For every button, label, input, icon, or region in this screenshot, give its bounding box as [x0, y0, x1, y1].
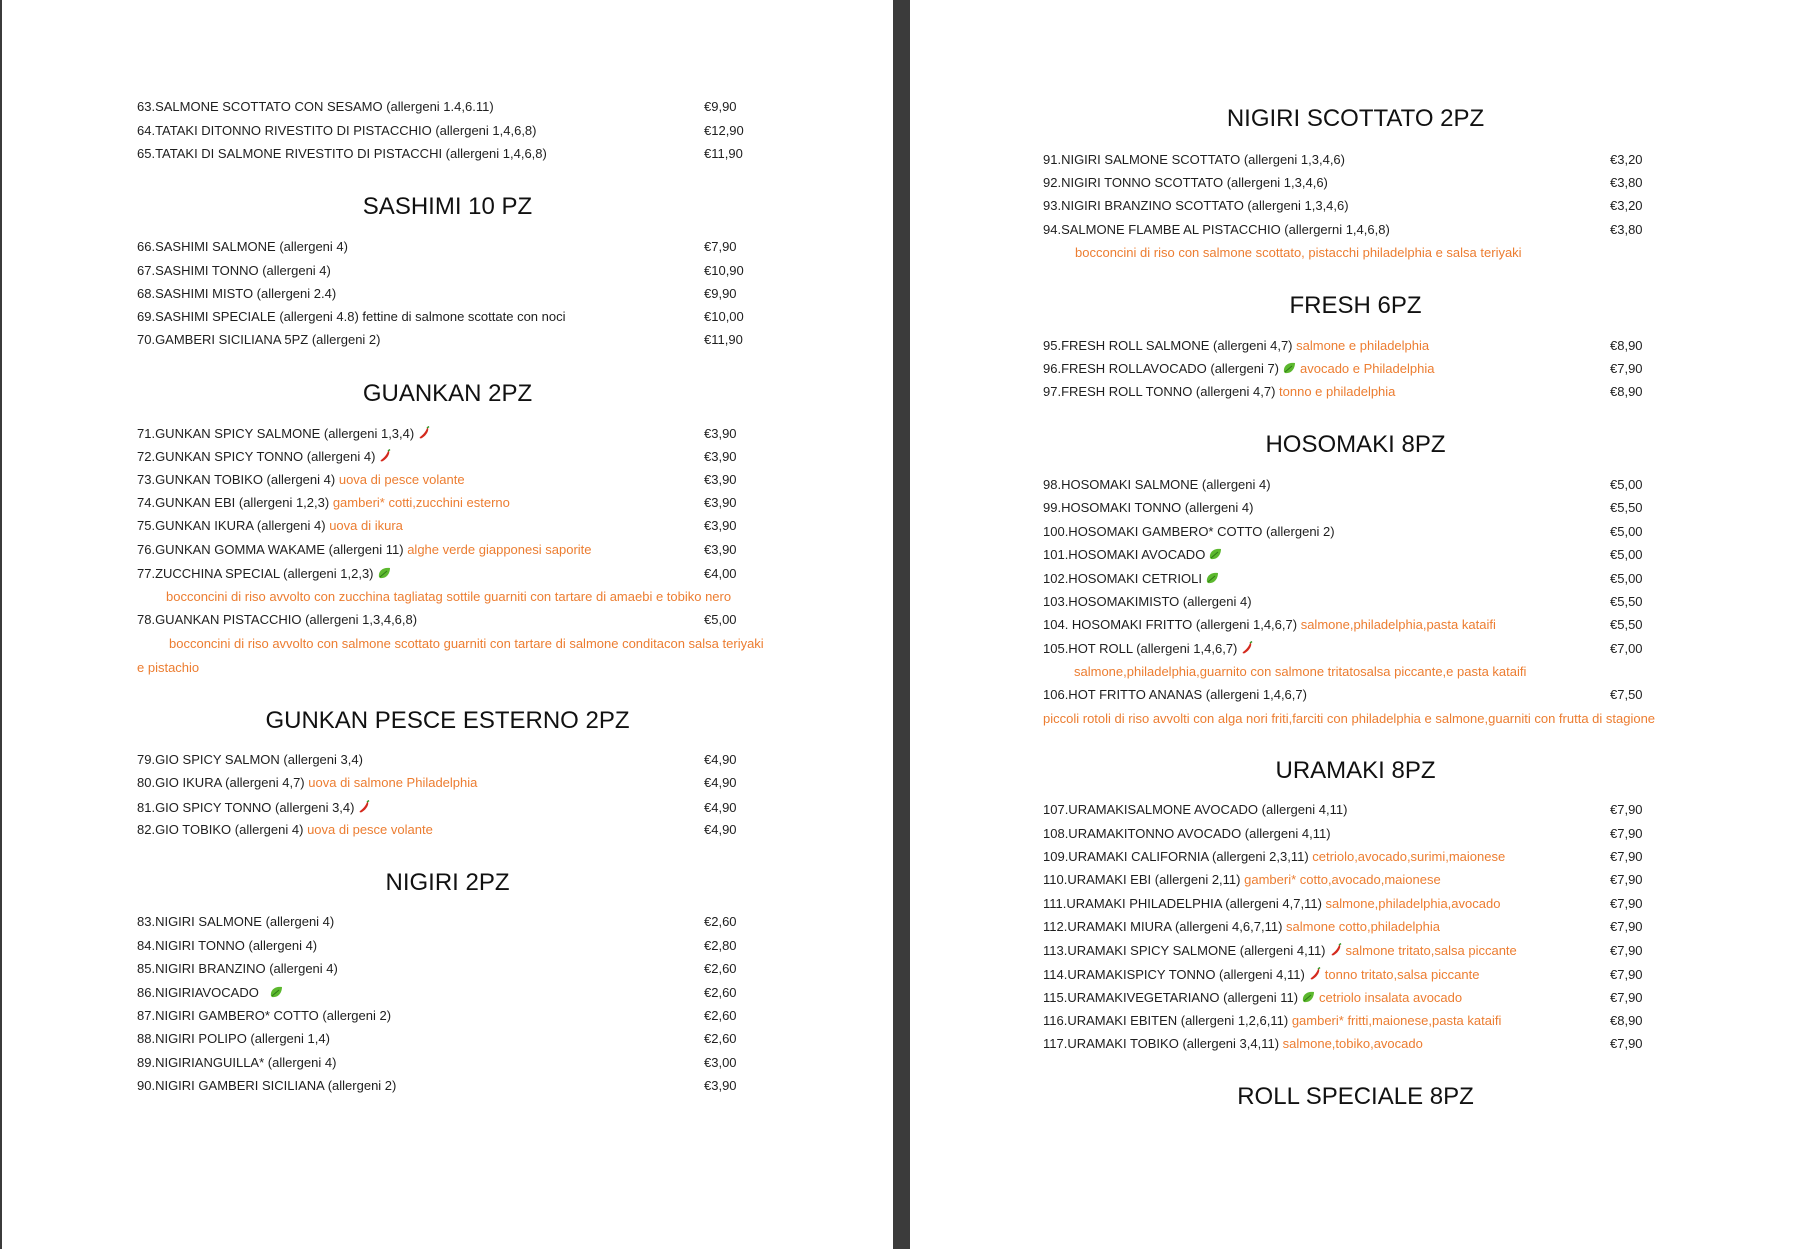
- section-title-nigiri-scottato: NIGIRI SCOTTATO 2PZ: [1226, 105, 1485, 132]
- item-price: €3,90: [704, 518, 737, 533]
- item-description: uova di salmone Philadelphia: [308, 775, 478, 790]
- menu-item: [1043, 871, 1441, 889]
- item-name: 95.FRESH ROLL SALMONE (allergeni 4,7): [1043, 338, 1293, 353]
- leaf-icon: [1301, 990, 1316, 1009]
- item-name: 65.TATAKI DI SALMONE RIVESTITO DI PISTACCHI (allergeni 1,4,6,8): [137, 146, 547, 161]
- item-price: €7,90: [1610, 1036, 1643, 1051]
- menu-item: [137, 308, 566, 326]
- item-name: 86.NIGIRIAVOCADO: [137, 985, 259, 1000]
- item-price: €2,80: [704, 938, 737, 953]
- item-description: gamberi* cotto,avocado,maionese: [1244, 872, 1441, 887]
- item-name: 82.GIO TOBIKO (allergeni 4): [137, 822, 304, 837]
- chili-icon: [378, 449, 392, 468]
- menu-page-right: [910, 0, 1801, 1249]
- menu-item: [137, 1054, 336, 1072]
- item-price: €10,00: [704, 309, 744, 324]
- item-price: €3,90: [704, 449, 737, 464]
- item-name: 94.SALMONE FLAMBE AL PISTACCHIO (allergerni 1,4,6,8): [1043, 222, 1390, 237]
- item-price: €7,50: [1610, 687, 1643, 702]
- menu-item: [1043, 546, 1226, 566]
- menu-item: [137, 331, 380, 349]
- menu-item: [1043, 1012, 1501, 1030]
- section-title-hosomaki: HOSOMAKI 8PZ: [1265, 431, 1446, 458]
- item-price: €4,90: [704, 800, 737, 815]
- item-description: cetriolo,avocado,surimi,maionese: [1312, 849, 1506, 864]
- item-name: 116.URAMAKI EBITEN (allergeni 1,2,6,11): [1043, 1013, 1289, 1028]
- menu-page-left: [2, 0, 893, 1249]
- item-name: 111.URAMAKI PHILADELPHIA (allergeni 4,7,11): [1043, 896, 1322, 911]
- item-description: tonno tritato,salsa piccante: [1324, 967, 1480, 982]
- item-description: salmone cotto,philadelphia: [1286, 919, 1440, 934]
- item-price: €3,20: [1610, 198, 1643, 213]
- item-note: bocconcini di riso avvolto con salmone scottato guarniti con tartare di salmone conditacon salsa teriyaki: [169, 636, 764, 651]
- item-name: 81.GIO SPICY TONNO (allergeni 3,4): [137, 800, 355, 815]
- item-name: 76.GUNKAN GOMMA WAKAME (allergeni 11): [137, 542, 404, 557]
- item-name: 83.NIGIRI SALMONE (allergeni 4): [137, 914, 335, 929]
- menu-item: [137, 541, 592, 559]
- item-name: 74.GUNKAN EBI (allergeni 1,2,3): [137, 495, 330, 510]
- item-name: 69.SASHIMI SPECIALE (allergeni 4.8) fettine di salmone scottate con noci: [137, 309, 566, 324]
- item-price: €8,90: [1610, 384, 1643, 399]
- item-note: piccoli rotoli di riso avvolti con alga nori friti,farciti con philadelphia e salmone,guarniti con frutta di stagione: [1043, 711, 1656, 726]
- item-name: 80.GIO IKURA (allergeni 4,7): [137, 775, 305, 790]
- item-price: €10,90: [704, 263, 744, 278]
- item-price: €3,90: [704, 495, 737, 510]
- item-price: €12,90: [704, 123, 744, 138]
- chili-icon: [1240, 641, 1254, 660]
- menu-item: [1043, 499, 1253, 517]
- item-name: 102.HOSOMAKI CETRIOLI: [1043, 571, 1202, 586]
- item-name: 106.HOT FRITTO ANANAS (allergeni 1,4,6,7): [1043, 687, 1307, 702]
- item-name: 75.GUNKAN IKURA (allergeni 4): [137, 518, 326, 533]
- item-price: €3,90: [704, 1078, 737, 1093]
- item-price: €8,90: [1610, 338, 1643, 353]
- item-price: €4,90: [704, 752, 737, 767]
- item-name: 89.NIGIRIANGUILLA* (allergeni 4): [137, 1055, 337, 1070]
- section-title-gunkan-esterno: GUNKAN PESCE ESTERNO 2PZ: [265, 707, 630, 734]
- menu-item: [137, 425, 434, 445]
- item-name: 72.GUNKAN SPICY TONNO (allergeni 4): [137, 449, 376, 464]
- menu-item: [1043, 801, 1347, 819]
- item-name: 99.HOSOMAKI TONNO (allergeni 4): [1043, 500, 1254, 515]
- menu-item: [137, 285, 336, 303]
- item-price: €11,90: [704, 332, 743, 347]
- item-note: bocconcini di riso avvolto con zucchina tagliatag sottile guarniti con tartare di amaebi e tobiko nero: [166, 589, 732, 604]
- item-name: 115.URAMAKIVEGETARIANO (allergeni 11): [1043, 990, 1299, 1005]
- chili-icon: [1329, 943, 1343, 962]
- item-description: salmone tritato,salsa piccante: [1345, 943, 1517, 958]
- item-name: 92.NIGIRI TONNO SCOTTATO (allergeni 1,3,4,6): [1043, 175, 1328, 190]
- menu-item: [137, 960, 338, 978]
- item-price: €5,00: [1610, 547, 1643, 562]
- item-name: 70.GAMBERI SICILIANA 5PZ (allergeni 2): [137, 332, 381, 347]
- item-name: 79.GIO SPICY SALMON (allergeni 3,4): [137, 752, 363, 767]
- menu-item: [1043, 918, 1440, 936]
- item-note: salmone,philadelphia,guarnito con salmone tritatosalsa piccante,e pasta kataifi: [1074, 664, 1527, 679]
- section-title-roll-speciale: ROLL SPECIALE 8PZ: [1237, 1083, 1474, 1110]
- item-name: 107.URAMAKISALMONE AVOCADO (allergeni 4,11): [1043, 802, 1348, 817]
- menu-item: [137, 565, 395, 585]
- item-name: 63.SALMONE SCOTTATO CON SESAMO (allergeni 1.4,6.11): [137, 99, 494, 114]
- item-description: salmone,philadelphia,avocado: [1325, 896, 1501, 911]
- item-description: avocado e Philadelphia: [1300, 361, 1435, 376]
- item-name: 112.URAMAKI MIURA (allergeni 4,6,7,11): [1043, 919, 1283, 934]
- item-price: €5,00: [1610, 477, 1643, 492]
- item-price: €7,90: [1610, 361, 1643, 376]
- leaf-icon: [1208, 547, 1223, 566]
- menu-item: [1043, 570, 1223, 590]
- leaf-icon: [1282, 361, 1297, 380]
- menu-item: [1043, 1035, 1423, 1053]
- item-price: €3,80: [1610, 175, 1643, 190]
- item-price: €2,60: [704, 961, 737, 976]
- menu-item: [1043, 848, 1505, 866]
- menu-item: [1043, 337, 1429, 355]
- item-price: €7,90: [1610, 826, 1643, 841]
- chili-icon: [417, 426, 431, 445]
- item-name: 90.NIGIRI GAMBERI SICILIANA (allergeni 2): [137, 1078, 397, 1093]
- item-name: 85.NIGIRI BRANZINO (allergeni 4): [137, 961, 338, 976]
- menu-item: [137, 1077, 396, 1095]
- menu-item: [137, 98, 494, 116]
- menu-item: [1043, 989, 1462, 1009]
- menu-item: [137, 471, 465, 489]
- item-name: 87.NIGIRI GAMBERO* COTTO (allergeni 2): [137, 1008, 392, 1023]
- item-price: €5,00: [1610, 571, 1643, 586]
- menu-item: [137, 448, 395, 468]
- menu-item: [1043, 476, 1271, 494]
- item-description: gamberi* fritti,maionese,pasta kataifi: [1291, 1013, 1502, 1028]
- item-description: gamberi* cotti,zucchini esterno: [332, 495, 510, 510]
- item-price: €5,00: [1610, 524, 1643, 539]
- menu-item: [137, 238, 348, 256]
- item-name: 67.SASHIMI TONNO (allergeni 4): [137, 263, 331, 278]
- item-description: salmone e philadelphia: [1296, 338, 1430, 353]
- menu-item: [1043, 197, 1349, 215]
- item-price: €2,60: [704, 1008, 737, 1023]
- menu-item: [137, 517, 403, 535]
- item-description: salmone,philadelphia,pasta kataifi: [1300, 617, 1496, 632]
- item-price: €3,90: [704, 472, 737, 487]
- section-title-uramaki: URAMAKI 8PZ: [1275, 757, 1436, 784]
- menu-item: [1043, 523, 1335, 541]
- item-price: €3,90: [704, 542, 737, 557]
- item-price: €7,90: [1610, 849, 1643, 864]
- item-description: uova di pesce volante: [307, 822, 433, 837]
- menu-item: [137, 984, 287, 1004]
- leaf-icon: [269, 985, 284, 1004]
- item-name: 114.URAMAKISPICY TONNO (allergeni 4,11): [1043, 967, 1305, 982]
- item-price: €7,00: [1610, 641, 1643, 656]
- item-name: 108.URAMAKITONNO AVOCADO (allergeni 4,11): [1043, 826, 1331, 841]
- item-price: €3,20: [1610, 152, 1643, 167]
- menu-item: [1043, 616, 1496, 634]
- menu-item: [1043, 966, 1479, 986]
- item-price: €7,90: [1610, 967, 1643, 982]
- item-price: €9,90: [704, 99, 737, 114]
- item-price: €7,90: [1610, 990, 1643, 1005]
- item-price: €4,90: [704, 822, 737, 837]
- item-price: €2,60: [704, 914, 737, 929]
- item-price: €5,50: [1610, 594, 1643, 609]
- item-price: €3,80: [1610, 222, 1643, 237]
- menu-item: [137, 611, 417, 629]
- item-price: €4,90: [704, 775, 737, 790]
- menu-item: [137, 122, 537, 140]
- item-price: €7,90: [1610, 872, 1643, 887]
- item-description: alghe verde giapponesi saporite: [407, 542, 592, 557]
- item-price: €7,90: [1610, 896, 1643, 911]
- leaf-icon: [1205, 571, 1220, 590]
- item-price: €4,00: [704, 566, 737, 581]
- section-title-sashimi: SASHIMI 10 PZ: [362, 193, 533, 220]
- item-name: 73.GUNKAN TOBIKO (allergeni 4): [137, 472, 336, 487]
- section-title-guankan: GUANKAN 2PZ: [362, 380, 533, 407]
- item-description: uova di ikura: [329, 518, 403, 533]
- menu-item: [1043, 942, 1517, 962]
- menu-item: [1043, 151, 1345, 169]
- section-title-fresh: FRESH 6PZ: [1289, 292, 1422, 319]
- item-name: 78.GUANKAN PISTACCHIO (allergeni 1,3,4,6,8): [137, 612, 418, 627]
- item-description: uova di pesce volante: [338, 472, 465, 487]
- menu-item: [1043, 895, 1500, 913]
- item-name: 91.NIGIRI SALMONE SCOTTATO (allergeni 1,3,4,6): [1043, 152, 1345, 167]
- item-name: 96.FRESH ROLLAVOCADO (allergeni 7): [1043, 361, 1280, 376]
- item-name: 103.HOSOMAKIMISTO (allergeni 4): [1043, 594, 1252, 609]
- item-price: €3,90: [704, 426, 737, 441]
- item-note: bocconcini di riso con salmone scottato, pistacchi philadelphia e salsa teriyaki: [1075, 245, 1522, 260]
- item-price: €5,00: [704, 612, 737, 627]
- item-note: e pistachio: [137, 660, 200, 675]
- item-name: 117.URAMAKI TOBIKO (allergeni 3,4,11): [1043, 1036, 1280, 1051]
- item-price: €8,90: [1610, 1013, 1643, 1028]
- item-name: 98.HOSOMAKI SALMONE (allergeni 4): [1043, 477, 1271, 492]
- chili-icon: [357, 800, 371, 819]
- item-name: 109.URAMAKI CALIFORNIA (allergeni 2,3,11): [1043, 849, 1309, 864]
- item-name: 66.SASHIMI SALMONE (allergeni 4): [137, 239, 348, 254]
- leaf-icon: [377, 566, 392, 585]
- menu-item: [1043, 383, 1395, 401]
- item-name: 104. HOSOMAKI FRITTO (allergeni 1,4,6,7): [1043, 617, 1298, 632]
- menu-item: [137, 913, 334, 931]
- item-price: €2,60: [704, 1031, 737, 1046]
- menu-item: [137, 1007, 391, 1025]
- item-price: €7,90: [1610, 919, 1643, 934]
- menu-item: [1043, 221, 1390, 239]
- menu-item: [1043, 686, 1307, 704]
- item-price: €2,60: [704, 985, 737, 1000]
- menu-item: [1043, 593, 1252, 611]
- item-name: 97.FRESH ROLL TONNO (allergeni 4,7): [1043, 384, 1276, 399]
- item-price: €7,90: [704, 239, 737, 254]
- item-name: 77.ZUCCHINA SPECIAL (allergeni 1,2,3): [137, 566, 374, 581]
- item-name: 101.HOSOMAKI AVOCADO: [1043, 547, 1206, 562]
- item-price: €3,00: [704, 1055, 737, 1070]
- section-title-nigiri: NIGIRI 2PZ: [385, 869, 510, 896]
- item-price: €5,50: [1610, 617, 1643, 632]
- item-description: cetriolo insalata avocado: [1319, 990, 1463, 1005]
- item-price: €7,90: [1610, 802, 1643, 817]
- menu-item: [137, 751, 363, 769]
- menu-item: [137, 774, 477, 792]
- menu-item: [137, 799, 374, 819]
- item-name: 110.URAMAKI EBI (allergeni 2,11): [1043, 872, 1241, 887]
- chili-icon: [1308, 967, 1322, 986]
- item-name: 105.HOT ROLL (allergeni 1,4,6,7): [1043, 641, 1238, 656]
- menu-item: [137, 262, 331, 280]
- menu-item: [1043, 640, 1257, 660]
- item-name: 113.URAMAKI SPICY SALMONE (allergeni 4,11): [1043, 943, 1326, 958]
- item-name: 93.NIGIRI BRANZINO SCOTTATO (allergeni 1,3,4,6): [1043, 198, 1349, 213]
- item-price: €5,50: [1610, 500, 1643, 515]
- item-name: 84.NIGIRI TONNO (allergeni 4): [137, 938, 318, 953]
- menu-item: [137, 1030, 330, 1048]
- menu-item: [137, 494, 510, 512]
- menu-item: [1043, 360, 1434, 380]
- item-name: 71.GUNKAN SPICY SALMONE (allergeni 1,3,4): [137, 426, 415, 441]
- item-name: 64.TATAKI DITONNO RIVESTITO DI PISTACCHIO (allergeni 1,4,6,8): [137, 123, 537, 138]
- item-price: €9,90: [704, 286, 737, 301]
- menu-item: [137, 821, 433, 839]
- menu-item: [137, 937, 317, 955]
- menu-item: [1043, 174, 1328, 192]
- item-description: salmone,tobiko,avocado: [1282, 1036, 1423, 1051]
- menu-item: [1043, 825, 1331, 843]
- item-name: 88.NIGIRI POLIPO (allergeni 1,4): [137, 1031, 330, 1046]
- item-price: €7,90: [1610, 943, 1643, 958]
- menu-item: [137, 145, 547, 163]
- item-name: 100.HOSOMAKI GAMBERO* COTTO (allergeni 2): [1043, 524, 1335, 539]
- item-description: tonno e philadelphia: [1279, 384, 1396, 399]
- item-price: €11,90: [704, 146, 743, 161]
- item-name: 68.SASHIMI MISTO (allergeni 2.4): [137, 286, 337, 301]
